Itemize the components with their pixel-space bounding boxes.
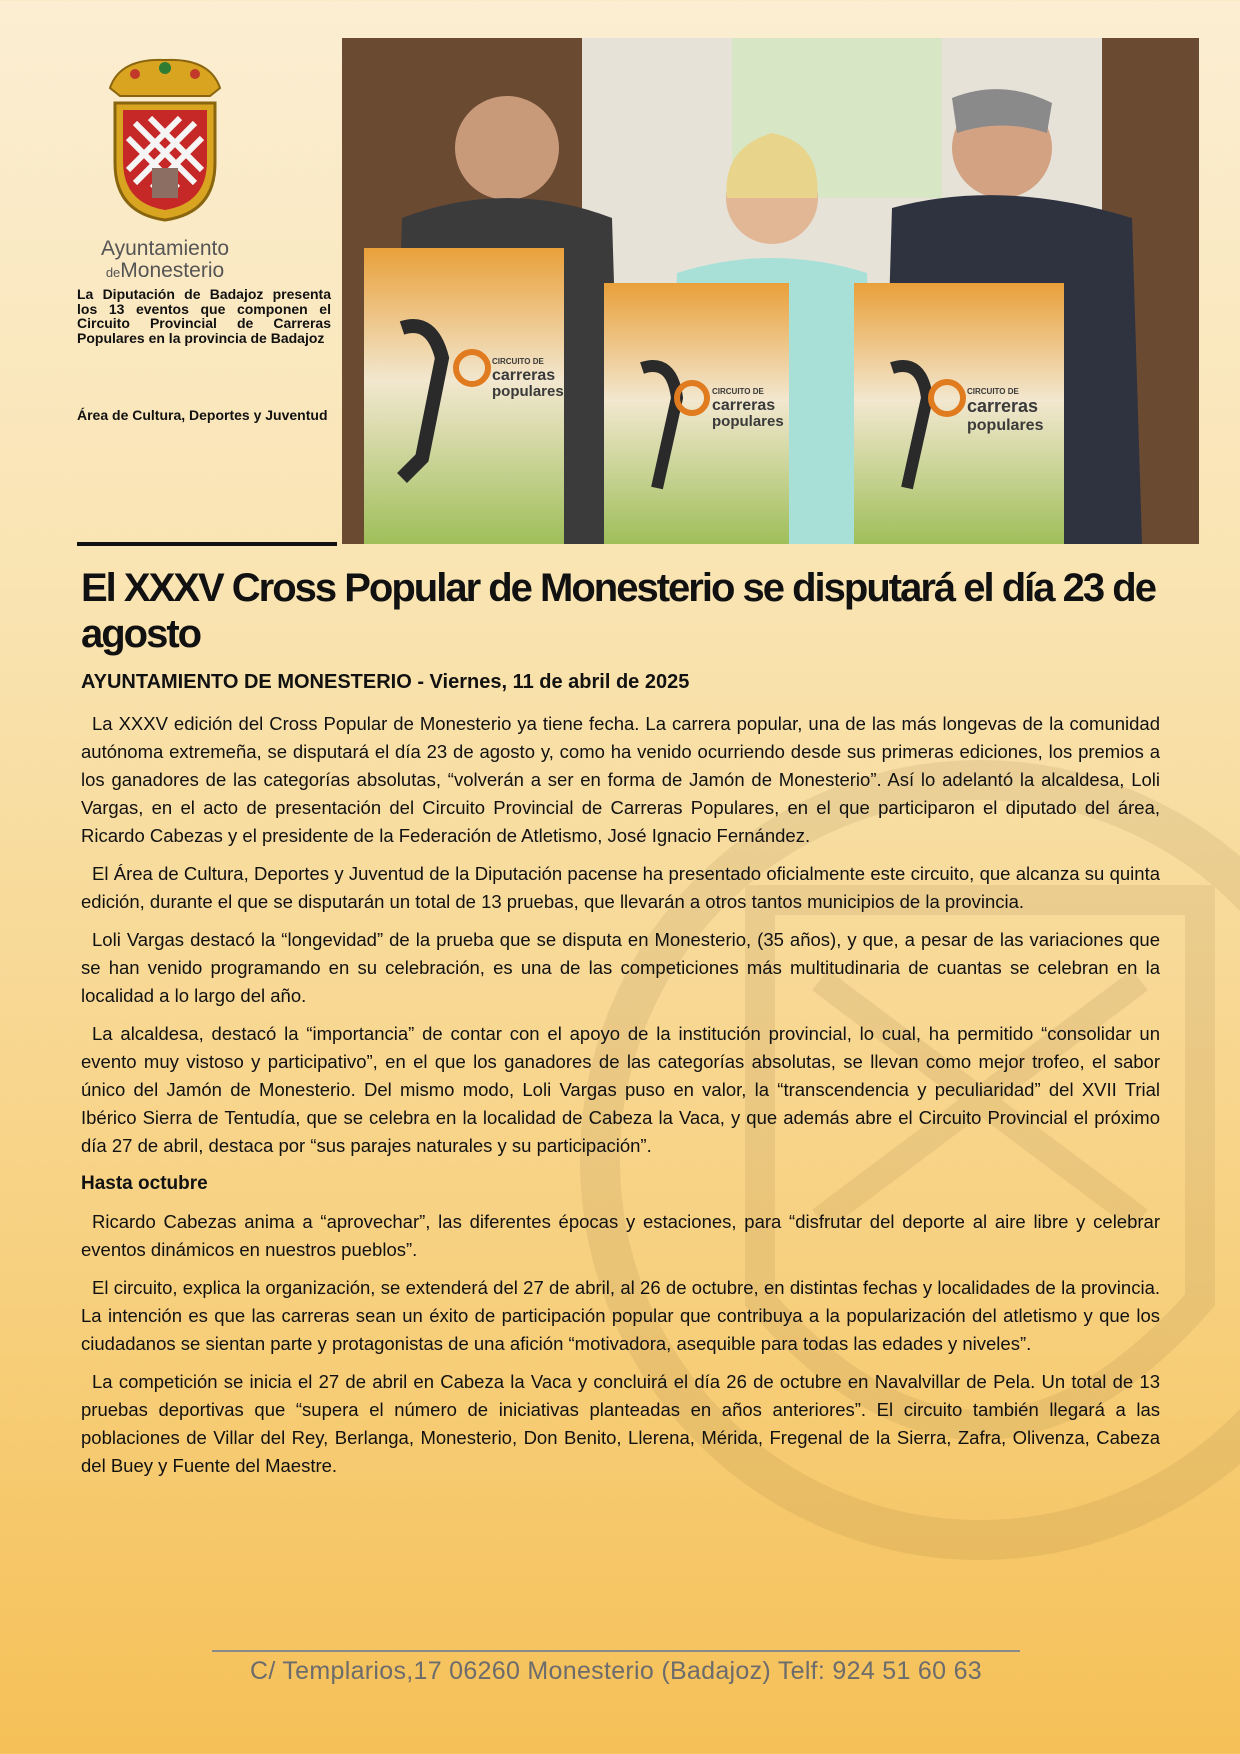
poster-small-label: CIRCUITO DE bbox=[967, 387, 1019, 396]
article-paragraph: Loli Vargas destacó la “longevidad” de la prueba que se disputa en Monesterio, (35 años), y que, a pesar de las variaciones que se han venido programando en su celebración, es una de las competiciones más multitudinaria de cuantas se celebran en la localidad a lo largo del año. bbox=[81, 929, 1160, 1006]
organization-name bbox=[70, 238, 260, 284]
sidebar-divider bbox=[77, 542, 337, 546]
organization-name-line1: Ayuntamiento bbox=[100, 237, 230, 260]
article-body bbox=[81, 710, 1160, 1490]
poster-small-label: CIRCUITO DE bbox=[492, 357, 544, 366]
article-paragraph: La alcaldesa, destacó la “importancia” de contar con el apoyo de la institución provincial, lo cual, ha permitido “consolidar un evento muy vistoso y participativo”, en el que los ganadores de las categorías absolutas, se llevan como mejor trofeo, el sabor único del Jamón de Monesterio. Del mismo modo, Loli Vargas puso en valor, la “transcendencia y peculiaridad” del XVII Trial Ibérico Sierra de Tentudía, que se celebra en la localidad de Cabeza la Vaca, y que además abre el Circuito Provincial el próximo día 27 de abril, destaca por “sus parajes naturales y su participación”. bbox=[81, 1023, 1160, 1156]
poster-title-line2: populares bbox=[712, 413, 784, 430]
article-paragraph: El Área de Cultura, Deportes y Juventud de la Diputación pacense ha presentado oficialmente este circuito, que alcanza su quinta edición, durante el que se disputarán un total de 13 pruebas, que llevarán a otros tantos municipios de la provincia. bbox=[81, 863, 1160, 912]
poster-small-label: CIRCUITO DE bbox=[712, 387, 764, 396]
poster-title-line2: populares bbox=[492, 383, 564, 400]
coat-of-arms-icon bbox=[90, 48, 240, 228]
organization-name-line2-wrapper bbox=[70, 260, 260, 284]
article-paragraph: El circuito, explica la organización, se extenderá del 27 de abril, al 26 de octubre, en distintas fechas y localidades de la provincia. La intención es que las carreras sean un éxito de participación popular que contribuya a la popularización del atletismo y que los ciudadanos se sientan parte y protagonistas de una afición “motivadora, asequible para todas las edades y niveles”. bbox=[81, 1277, 1160, 1354]
article-byline: AYUNTAMIENTO DE MONESTERIO - Viernes, 11 de abril de 2025 bbox=[81, 671, 690, 693]
article-headline: El XXXV Cross Popular de Monesterio se disputará el día 23 de agosto bbox=[81, 566, 1155, 656]
presentation-photo-illustration bbox=[342, 38, 1199, 544]
poster-title-line1: carreras bbox=[967, 396, 1039, 416]
article-paragraph: Ricardo Cabezas anima a “aprovechar”, las diferentes épocas y estaciones, para “disfrutar del deporte al aire libre y celebrar eventos dinámicos en nuestros pueblos”. bbox=[81, 1211, 1160, 1260]
presentation-photo bbox=[342, 38, 1199, 544]
sidebar-area: Área de Cultura, Deportes y Juventud bbox=[77, 407, 328, 423]
article-paragraph: La XXXV edición del Cross Popular de Monesterio ya tiene fecha. La carrera popular, una de las más longevas de la comunidad autónoma extremeña, se disputará el día 23 de agosto y, como ha venido ocurriendo desde sus primeras ediciones, los premios a los ganadores de las categorías absolutas, “volverán a ser en forma de Jamón de Monesterio”. Así lo adelantó la alcaldesa, Loli Vargas, en el acto de presentación del Circuito Provincial de Carreras Populares, en el que participaron el diputado del área, Ricardo Cabezas y el presidente de la Federación de Atletismo, José Ignacio Fernández. bbox=[81, 713, 1160, 846]
article-subheading: Hasta octubre bbox=[81, 1173, 208, 1194]
footer-divider bbox=[212, 1650, 1020, 1652]
organization-name-de: de bbox=[105, 265, 121, 280]
poster-title-line1: carreras bbox=[492, 367, 556, 384]
organization-name-line2: Monesterio bbox=[120, 259, 225, 282]
sidebar-summary: La Diputación de Badajoz presenta los 13 eventos que componen el Circuito Provincial de Carreras Populares en la provincia de Badajoz bbox=[77, 286, 331, 346]
article-paragraph: La competición se inicia el 27 de abril en Cabeza la Vaca y concluirá el día 26 de octubre en Navalvillar de Pela. Un total de 13 pruebas deportivas que “supera el número de iniciativas planteadas en años anteriores”. El circuito también llegará a las poblaciones de Villar del Rey, Berlanga, Monesterio, Don Benito, Llerena, Mérida, Fregenal de la Sierra, Zafra, Olivenza, Cabeza del Buey y Fuente del Maestre. bbox=[81, 1371, 1160, 1476]
poster-title-line2: populares bbox=[967, 417, 1044, 434]
footer-address: C/ Templarios,17 06260 Monesterio (Badajoz) Telf: 924 51 60 63 bbox=[249, 1657, 982, 1685]
poster-title-line1: carreras bbox=[712, 397, 776, 414]
